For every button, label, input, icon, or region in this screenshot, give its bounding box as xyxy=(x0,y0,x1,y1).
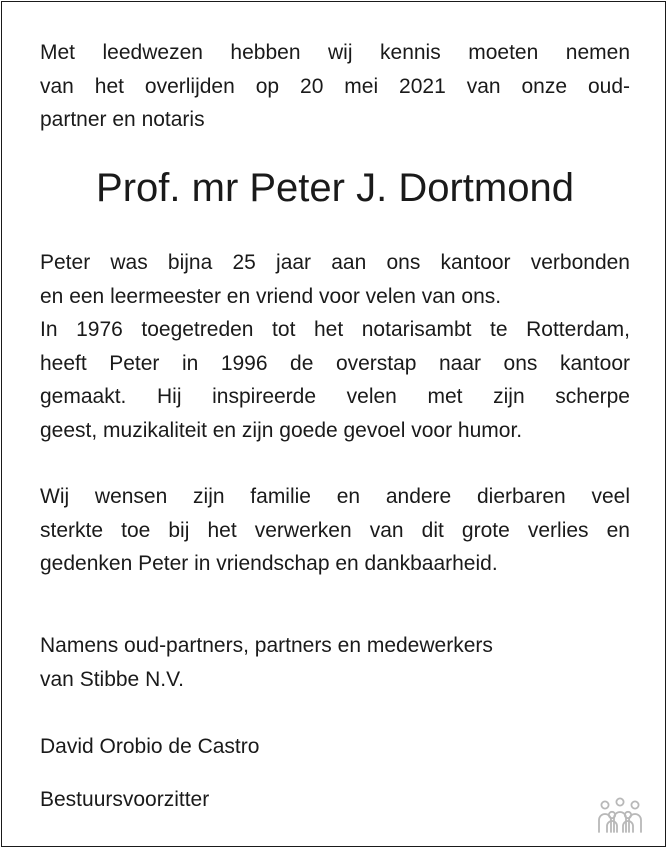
wishes-line: sterkte toe bij het verwerken van dit grote verlies en xyxy=(40,518,630,542)
sender-line: Namens oud-partners, partners en medewerkers xyxy=(40,634,493,657)
body-line: heeft Peter in 1996 de overstap naar ons kantoor xyxy=(40,351,630,375)
intro-line: van het overlijden op 20 mei 2021 van onze oud- xyxy=(40,74,630,98)
sender-paragraph xyxy=(40,629,630,696)
body-line: Peter was bijna 25 jaar aan ons kantoor verbonden xyxy=(40,251,630,274)
people-group-icon xyxy=(595,796,645,836)
deceased-name: Prof. mr Peter J. Dortmond xyxy=(96,166,574,210)
body-line: en een leermeester en vriend voor velen van ons. xyxy=(40,284,502,308)
signatory-text: David Orobio de Castro xyxy=(40,735,260,758)
body-paragraph xyxy=(40,246,630,447)
intro-line: partner en notaris xyxy=(40,108,205,131)
signatory-role-text: Bestuursvoorzitter xyxy=(40,788,210,811)
wishes-line: gedenken Peter in vriendschap en dankbaarheid. xyxy=(40,552,498,575)
body-line: geest, muzikaliteit en zijn goede gevoel voor humor. xyxy=(40,418,523,442)
body-line: In 1976 toegetreden tot het notarisambt te Rotterdam, xyxy=(40,318,630,341)
signatory-role xyxy=(40,783,630,817)
wishes-paragraph xyxy=(40,480,630,581)
body-line: gemaakt. Hij inspireerde velen met zijn scherpe xyxy=(40,385,630,408)
deceased-name-block xyxy=(40,164,630,212)
signatory-name xyxy=(40,730,630,764)
intro-line: Met leedwezen hebben wij kennis moeten nemen xyxy=(40,41,630,64)
intro-paragraph xyxy=(40,36,630,137)
wishes-line: Wij wensen zijn familie en andere dierbaren veel xyxy=(40,485,630,508)
sender-line: van Stibbe N.V. xyxy=(40,667,184,691)
